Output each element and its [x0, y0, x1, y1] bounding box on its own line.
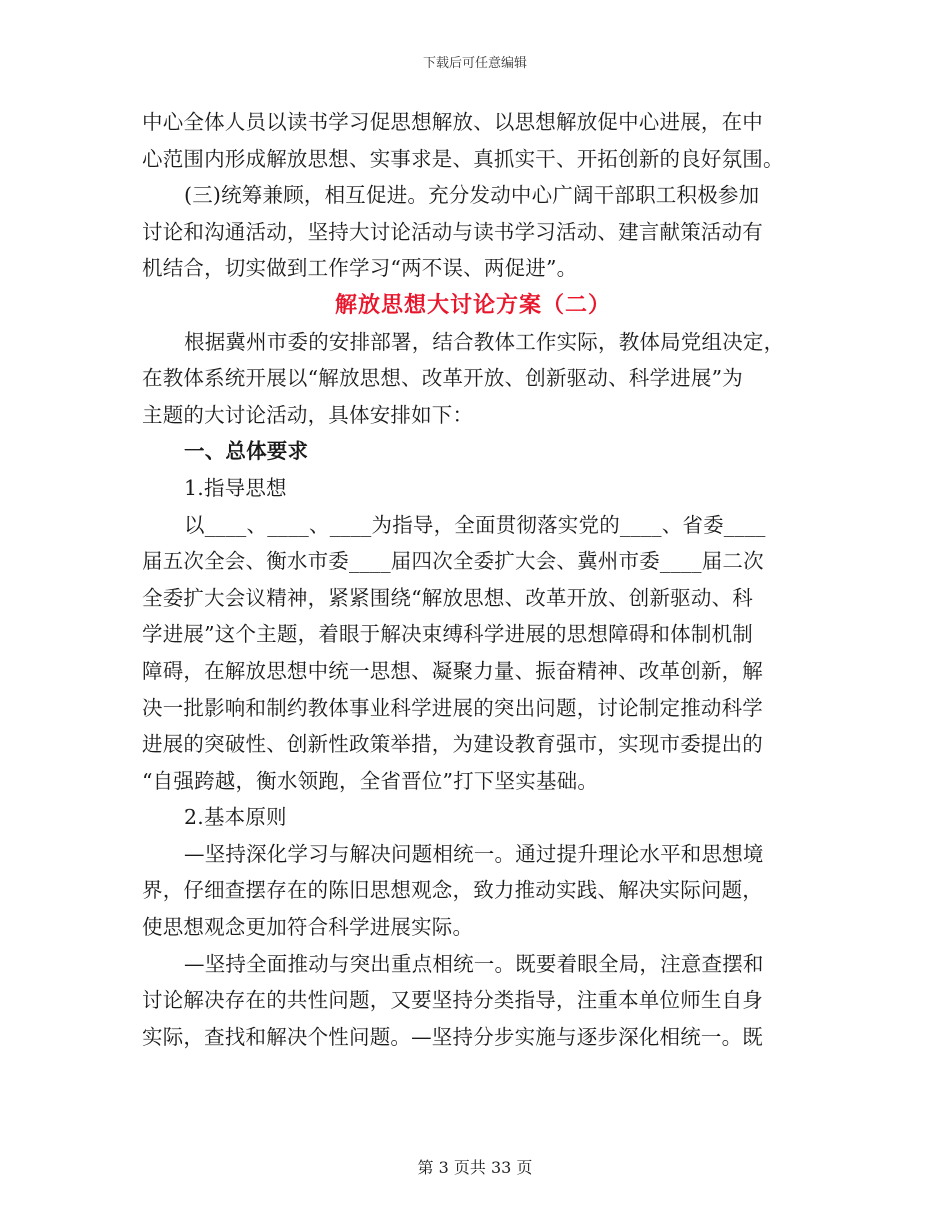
paragraph-line: 心范围内形成解放思想、实事求是、真抓实干、开拓创新的良好氛围。: [142, 146, 784, 171]
page-number: 第 3 页共 33 页: [417, 1158, 533, 1177]
paragraph-line: 机结合，切实做到工作学习“两不误、两促进”。: [142, 256, 578, 281]
paragraph-line: 在教体系统开展以“解放思想、改革开放、创新驱动、科学进展”为: [142, 366, 743, 391]
paragraph-line: 主题的大讨论活动，具体安排如下：: [142, 402, 474, 427]
paragraph-line: 决一批影响和制约教体事业科学进展的突出问题，讨论制定推动科学: [142, 695, 763, 720]
page-header-note: 下载后可任意编辑: [422, 56, 527, 71]
paragraph-line: (三)统筹兼顾，相互促进。充分发动中心广阔干部职工积极参加: [184, 183, 760, 208]
subsection-heading: 2.基本原则: [184, 805, 287, 830]
subsection-heading: 1.指导思想: [184, 475, 287, 500]
paragraph-line: 界，仔细查摆存在的陈旧思想观念，致力推动实践、解决实际问题，: [142, 878, 763, 903]
section-title: 解放思想大讨论方案（二）: [334, 291, 611, 318]
document-body: [142, 104, 804, 1055]
section-heading: 一、总体要求: [184, 439, 309, 464]
paragraph-line: 进展的突破性、创新性政策举措，为建设教育强市，实现市委提出的: [142, 732, 763, 757]
paragraph-line: 中心全体人员以读书学习促思想解放、以思想解放促中心进展，在中: [142, 110, 763, 134]
paragraph-line: 使思想观念更加符合科学进展实际。: [142, 915, 474, 940]
paragraph-line: 届五次全会、衡水市委____届四次全委扩大会、冀州市委____届二次: [142, 549, 764, 574]
paragraph-line: 全委扩大会议精神，紧紧围绕“解放思想、改革开放、创新驱动、科: [142, 585, 753, 610]
paragraph-line: —坚持深化学习与解决问题相统一。通过提升理论水平和思想境: [184, 841, 764, 866]
paragraph-line: —坚持全面推动与突出重点相统一。既要着眼全局，注意查摆和: [184, 951, 764, 976]
paragraph-line: 实际，查找和解决个性问题。—坚持分步实施与逐步深化相统一。既: [142, 1024, 763, 1049]
paragraph-line: 障碍，在解放思想中统一思想、凝聚力量、振奋精神、改革创新，解: [142, 658, 763, 683]
paragraph-line: 讨论解决存在的共性问题，又要坚持分类指导，注重本单位师生自身: [142, 988, 763, 1013]
paragraph-line: 讨论和沟通活动，坚持大讨论活动与读书学习活动、建言献策活动有: [142, 219, 763, 244]
paragraph-line: “自强跨越，衡水领跑，全省晋位”打下坚实基础。: [142, 768, 599, 793]
paragraph-line: 以____、____、____为指导，全面贯彻落实党的____、省委____: [184, 512, 766, 537]
paragraph-line: 学进展”这个主题，着眼于解决束缚科学进展的思想障碍和体制机制: [142, 622, 753, 647]
paragraph-line: 根据冀州市委的安排部署，结合教体工作实际，教体局党组决定，: [184, 329, 785, 354]
